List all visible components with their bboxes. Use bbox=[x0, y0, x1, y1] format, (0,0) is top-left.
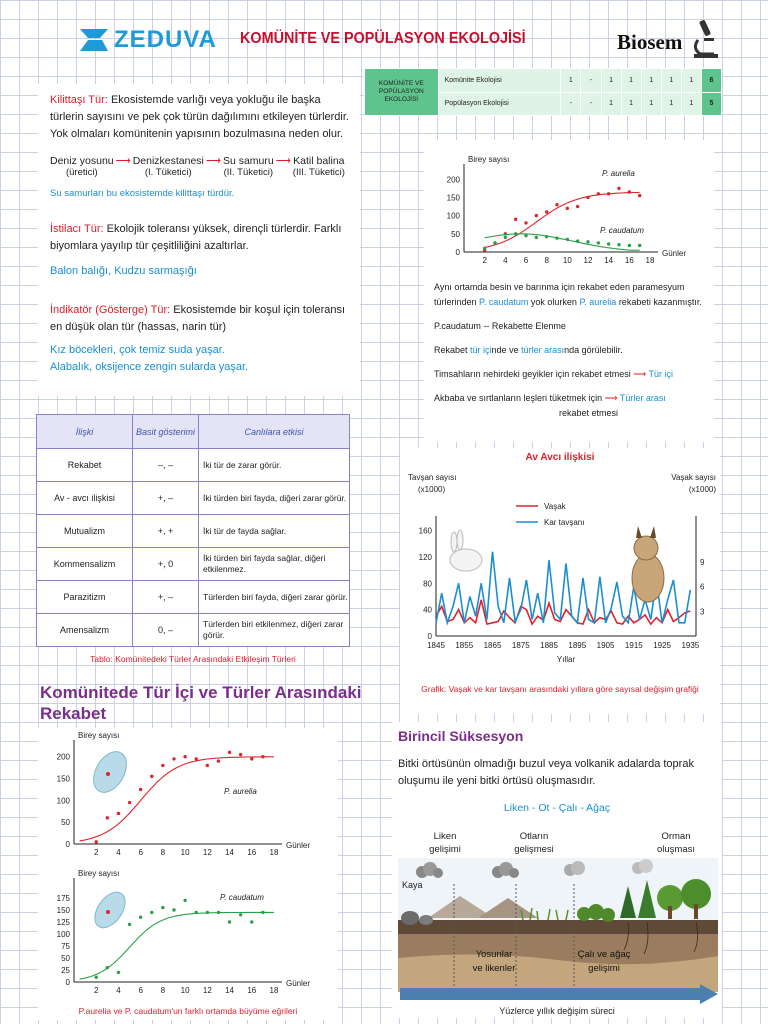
text-span: Rekabet bbox=[434, 345, 471, 355]
x-tick-label: 1855 bbox=[455, 641, 474, 650]
table-row bbox=[37, 482, 350, 515]
x-axis-label: Günler bbox=[662, 249, 687, 258]
data-point bbox=[617, 187, 620, 190]
y-tick-label: 125 bbox=[56, 918, 70, 927]
data-point bbox=[524, 234, 527, 237]
x-tick-label: 10 bbox=[180, 848, 190, 857]
relation-effect: İki türden biri fayda sağlar, diğeri etkilenmez. bbox=[199, 548, 350, 581]
bottom-text: ve likenler bbox=[472, 963, 516, 974]
stats-cell: 1 bbox=[681, 92, 701, 116]
data-point bbox=[566, 207, 569, 210]
predator-prey-panel bbox=[400, 448, 720, 714]
succession-panel bbox=[392, 722, 722, 1018]
nucleus-dot bbox=[106, 910, 110, 914]
data-point bbox=[524, 221, 527, 224]
x-tick-label: 16 bbox=[624, 256, 634, 265]
x-tick-label: 1845 bbox=[427, 641, 445, 650]
y-right-tick-label: 6 bbox=[700, 582, 705, 592]
bottom-text: Yosunlar bbox=[475, 949, 513, 960]
text-span: Akbaba ve sırtlanların leşleri tüketmek için bbox=[434, 393, 603, 403]
legend-label: Vaşak bbox=[544, 502, 566, 511]
data-point bbox=[545, 235, 548, 238]
relation-symbol: 0, – bbox=[133, 614, 199, 647]
species-types-panel bbox=[38, 84, 360, 396]
time-arrow-icon bbox=[400, 984, 718, 1004]
term: türler arası bbox=[521, 345, 565, 355]
table-header-row bbox=[37, 415, 350, 449]
data-point bbox=[250, 920, 253, 923]
relation-name: Rekabet bbox=[37, 449, 133, 482]
stats-cell: 1 bbox=[621, 69, 641, 93]
stats-cell: 1 bbox=[561, 69, 581, 93]
x-tick-label: 12 bbox=[202, 986, 212, 995]
stats-total: 5 bbox=[701, 92, 721, 116]
data-point bbox=[250, 757, 253, 760]
table-row bbox=[37, 515, 350, 548]
y-right-tick-label: 9 bbox=[700, 558, 705, 568]
data-point bbox=[493, 241, 496, 244]
microscope-icon bbox=[688, 18, 722, 60]
stage-text: gelişimi bbox=[429, 844, 461, 855]
y-axis-label: Birey sayısı bbox=[78, 870, 120, 878]
x-tick-label: 8 bbox=[544, 256, 549, 265]
data-point bbox=[607, 242, 610, 245]
data-point bbox=[206, 911, 209, 914]
indicator-paragraph bbox=[50, 302, 350, 336]
rock-shape bbox=[401, 911, 419, 925]
data-point bbox=[217, 911, 220, 914]
stats-cell: 1 bbox=[601, 69, 621, 93]
rock-shape bbox=[419, 915, 433, 925]
stats-cell: 1 bbox=[621, 92, 641, 116]
data-point bbox=[261, 911, 264, 914]
indicator-text: Ekosistemde bir koşul için toleransı en düşük olan tür (hassas, narin tür) bbox=[50, 304, 346, 333]
stats-cell: 1 bbox=[601, 92, 621, 116]
text-span: rekabet etmesi bbox=[559, 408, 619, 418]
paramecium-panel bbox=[424, 140, 714, 442]
x-tick-label: 14 bbox=[225, 986, 235, 995]
series-label: P. aurelia bbox=[224, 787, 257, 796]
left-axis-unit: (x1000) bbox=[418, 485, 446, 494]
chain-role: (üretici) bbox=[65, 167, 98, 178]
x-tick-label: 2 bbox=[482, 256, 487, 265]
y-tick-label: 25 bbox=[61, 966, 70, 975]
caudatum-growth-chart bbox=[38, 870, 338, 1004]
keystone-text: Ekosistemde varlığı veya yokluğu ile başka türlerin sayısını ve pek çok türün dağılımını etkileyen türlerdir. Yok olmaları komünitenin yapısının bozulmasına neden olur. bbox=[50, 94, 349, 140]
right-axis-unit: (x1000) bbox=[688, 485, 716, 494]
bottom-label-mosses bbox=[454, 948, 534, 976]
text-span: yok olurken bbox=[528, 297, 580, 307]
y-tick-label: 50 bbox=[451, 229, 460, 239]
column-header: Canlılara etkisi bbox=[199, 415, 350, 449]
x-tick-label: 6 bbox=[523, 256, 529, 265]
data-point bbox=[128, 923, 131, 926]
x-tick-label: 2 bbox=[93, 848, 99, 857]
stage-text: Orman bbox=[661, 831, 691, 842]
x-tick-label: 10 bbox=[180, 986, 190, 995]
chain-role: (III. Tüketici) bbox=[292, 167, 345, 178]
relation-symbol: –, – bbox=[133, 449, 199, 482]
x-axis-label: Yıllar bbox=[556, 655, 576, 664]
growth-charts-panel bbox=[38, 728, 338, 1020]
relation-name: Mutualizm bbox=[37, 515, 133, 548]
aurelia-growth-chart bbox=[38, 728, 338, 870]
left-axis-label: Tavşan sayısı bbox=[408, 473, 457, 482]
data-point bbox=[239, 753, 242, 756]
x-tick-label: 1925 bbox=[653, 641, 671, 650]
data-point bbox=[139, 916, 142, 919]
invasive-title: İstilacı Tür: bbox=[50, 223, 104, 235]
right-axis-label: Vaşak sayısı bbox=[671, 473, 716, 482]
lynx-ear-icon bbox=[650, 526, 656, 538]
paramecium-caudatum-icon bbox=[89, 887, 132, 934]
y-tick-label: 100 bbox=[56, 930, 70, 939]
stage-label-forest bbox=[646, 830, 706, 856]
y-tick-label: 0 bbox=[427, 632, 432, 641]
data-point bbox=[597, 241, 600, 244]
series-label: P. caudatum bbox=[600, 226, 644, 235]
x-tick-label: 2 bbox=[93, 986, 99, 995]
y-right-tick-label: 3 bbox=[700, 607, 705, 617]
y-tick-label: 200 bbox=[56, 752, 70, 762]
y-tick-label: 160 bbox=[418, 526, 432, 536]
x-tick-label: 18 bbox=[269, 986, 279, 995]
data-point bbox=[514, 218, 517, 221]
chain-node bbox=[293, 155, 345, 178]
data-point bbox=[206, 764, 209, 767]
chain-name: Denizkestanesi bbox=[132, 155, 204, 167]
bottom-text: Çalı ve ağaç bbox=[577, 949, 631, 960]
relation-name: Av - avcı ilişkisi bbox=[37, 482, 133, 515]
data-point bbox=[607, 192, 610, 195]
nucleus-dot bbox=[106, 772, 110, 776]
data-point bbox=[535, 214, 538, 217]
arrow-right-icon: ⟶ bbox=[633, 369, 647, 379]
data-point bbox=[628, 190, 631, 193]
x-tick-label: 18 bbox=[645, 256, 655, 265]
y-tick-label: 0 bbox=[455, 248, 460, 257]
term: Tür içi bbox=[648, 369, 674, 379]
y-tick-label: 150 bbox=[446, 193, 460, 203]
lynx-hare-chart bbox=[400, 468, 720, 690]
data-point bbox=[628, 244, 631, 247]
chain-node bbox=[223, 155, 274, 178]
relation-name: Parazitizm bbox=[37, 581, 133, 614]
stats-cell: 1 bbox=[661, 69, 681, 93]
stats-row-name: Komünite Ekolojisi bbox=[438, 69, 561, 93]
y-axis-label: Birey sayısı bbox=[78, 731, 120, 740]
page-title: KOMÜNİTE VE POPÜLASYON EKOLOJİSİ bbox=[240, 30, 526, 47]
text-span: rekabeti kazanmıştır. bbox=[616, 297, 702, 307]
series-label: P. caudatum bbox=[220, 893, 264, 902]
x-tick-label: 6 bbox=[138, 848, 143, 857]
y-tick-label: 75 bbox=[61, 942, 70, 951]
lynx-icon bbox=[632, 554, 664, 602]
y-tick-label: 0 bbox=[65, 978, 70, 987]
succession-title: Birincil Süksesyon bbox=[398, 728, 524, 744]
table-row bbox=[37, 548, 350, 581]
stats-cell: 1 bbox=[641, 69, 661, 93]
relation-effect: İki tür de fayda sağlar. bbox=[199, 515, 350, 548]
x-tick-label: 1915 bbox=[624, 641, 643, 650]
data-point bbox=[150, 911, 153, 914]
arrow-right-icon: ⟶ bbox=[604, 393, 618, 403]
x-tick-label: 1935 bbox=[681, 641, 700, 650]
elimination-note: P.caudatum -- Rekabette Elenme bbox=[434, 321, 566, 331]
text-span: Timsahların nehirdeki geyikler için rekabet etmesi bbox=[434, 369, 631, 379]
data-point bbox=[555, 236, 558, 239]
paramecium-aurelia-icon bbox=[87, 746, 133, 798]
data-point bbox=[597, 192, 600, 195]
x-tick-label: 6 bbox=[138, 986, 143, 995]
x-tick-label: 1895 bbox=[568, 641, 587, 650]
indicator-example-1: Kız böcekleri, çok temiz suda yaşar. bbox=[50, 344, 225, 356]
x-tick-label: 4 bbox=[116, 848, 121, 857]
lynx-ear-icon bbox=[636, 526, 642, 538]
data-point bbox=[95, 976, 98, 979]
data-point bbox=[638, 244, 641, 247]
growth-caption: P.aurelia ve P. caudatum'un farklı ortamda büyüme eğrileri bbox=[78, 1006, 298, 1016]
data-point bbox=[228, 751, 231, 754]
x-tick-label: 18 bbox=[269, 848, 279, 857]
x-tick-label: 1885 bbox=[540, 641, 558, 650]
data-point bbox=[239, 913, 242, 916]
relation-symbol: +, – bbox=[133, 581, 199, 614]
data-point bbox=[183, 899, 186, 902]
x-tick-label: 10 bbox=[562, 256, 572, 265]
stats-row-name: Popülasyon Ekolojisi bbox=[438, 92, 561, 116]
rabbit-ear-icon bbox=[457, 530, 463, 550]
data-point bbox=[504, 236, 507, 239]
zeduva-logo-icon bbox=[78, 26, 110, 54]
zeduva-logo[interactable] bbox=[78, 26, 217, 54]
x-tick-label: 1865 bbox=[483, 641, 502, 650]
data-point bbox=[576, 239, 579, 242]
chain-node bbox=[133, 155, 204, 178]
data-point bbox=[117, 971, 120, 974]
competition-paragraph bbox=[434, 280, 714, 310]
x-tick-label: 1875 bbox=[511, 641, 530, 650]
stats-cell: - bbox=[581, 92, 601, 116]
relations-table bbox=[36, 414, 350, 647]
exam-stats-table bbox=[364, 68, 722, 116]
chain-name: Katil balina bbox=[293, 155, 345, 167]
stats-cell: 1 bbox=[661, 92, 681, 116]
stats-cell: - bbox=[581, 69, 601, 93]
competition-title: Komünitede Tür İçi ve Türler Arasındaki Rekabet bbox=[40, 683, 362, 723]
logo-text: ZEDUVA bbox=[114, 26, 217, 53]
stats-total: 6 bbox=[701, 69, 721, 93]
series-label: P. aurelia bbox=[602, 169, 635, 178]
data-point bbox=[150, 775, 153, 778]
data-point bbox=[195, 911, 198, 914]
data-point bbox=[95, 840, 98, 843]
lynx-head-icon bbox=[634, 536, 658, 560]
y-tick-label: 120 bbox=[418, 552, 432, 562]
indicator-example-2: Alabalık, oksijence zengin sularda yaşar. bbox=[50, 361, 249, 373]
relation-effect: İki türden biri fayda, diğeri zarar görür. bbox=[199, 482, 350, 515]
keystone-title: Kilittaşı Tür: bbox=[50, 94, 108, 106]
data-point bbox=[535, 236, 538, 239]
x-tick-label: 1905 bbox=[596, 641, 615, 650]
predator-prey-title: Av Avcı ilişkisi bbox=[525, 452, 595, 463]
relation-effect: İki tür de zarar görür. bbox=[199, 449, 350, 482]
stage-text: Otların bbox=[519, 831, 549, 842]
y-tick-label: 100 bbox=[56, 796, 70, 806]
x-tick-label: 12 bbox=[202, 848, 212, 857]
invasive-text: Ekolojik toleransı yüksek, dirençli türlerdir. Farklı biyomlara yayılıp tür çeşitliliğini azaltırlar. bbox=[50, 223, 342, 252]
relation-symbol: +, – bbox=[133, 482, 199, 515]
invasive-paragraph bbox=[50, 221, 350, 255]
relation-name: Amensalizm bbox=[37, 614, 133, 647]
column-header: İlişki bbox=[37, 415, 133, 449]
rock-label: Kaya bbox=[402, 880, 423, 890]
stats-cell: - bbox=[561, 92, 581, 116]
table-row bbox=[365, 69, 722, 93]
x-axis-label: Günler bbox=[286, 841, 311, 850]
relation-symbol: +, 0 bbox=[133, 548, 199, 581]
data-point bbox=[139, 788, 142, 791]
keystone-note: Su samurları bu ekosistemde kilittaşı türdür. bbox=[50, 188, 235, 199]
y-axis-label: Birey sayısı bbox=[468, 155, 510, 164]
y-tick-label: 50 bbox=[61, 818, 70, 828]
stage-label-lichen bbox=[420, 830, 470, 856]
data-point bbox=[261, 755, 264, 758]
data-point bbox=[172, 757, 175, 760]
data-point bbox=[586, 240, 589, 243]
y-tick-label: 50 bbox=[61, 954, 70, 963]
competition-types bbox=[434, 343, 714, 358]
bottom-text: gelişimi bbox=[588, 963, 620, 974]
invasive-example: Balon balığı, Kudzu sarmaşığı bbox=[50, 265, 197, 277]
x-tick-label: 16 bbox=[247, 848, 257, 857]
data-point bbox=[106, 966, 109, 969]
y-tick-label: 200 bbox=[446, 175, 460, 185]
growth-curve bbox=[485, 234, 640, 250]
data-point bbox=[106, 816, 109, 819]
data-point bbox=[566, 238, 569, 241]
species-name: P. aurelia bbox=[579, 297, 617, 307]
x-tick-label: 16 bbox=[247, 986, 257, 995]
succession-text: Bitki örtüsünün olmadığı buzul veya volkanik adalarda toprak oluşumu ile yeni bitki örtüsü oluşmasıdır. bbox=[398, 758, 694, 787]
x-tick-label: 12 bbox=[583, 256, 593, 265]
x-tick-label: 4 bbox=[116, 986, 121, 995]
term: Türler arası bbox=[619, 393, 666, 403]
species-name: P. caudatum bbox=[479, 297, 529, 307]
relation-effect: Türlerden biri etkilenmez, diğeri zarar görür. bbox=[199, 614, 350, 647]
y-tick-label: 175 bbox=[56, 894, 70, 903]
topsoil-layer bbox=[398, 920, 718, 934]
stage-text: oluşması bbox=[656, 844, 695, 855]
data-point bbox=[117, 812, 120, 815]
x-tick-label: 8 bbox=[160, 986, 166, 995]
stats-label: KOMÜNİTE VE POPÜLASYON EKOLOJİSİ bbox=[365, 69, 439, 116]
arrow-right-icon: ⟶ bbox=[115, 155, 131, 167]
example-intra bbox=[434, 367, 714, 382]
chain-name: Deniz yosunu bbox=[50, 155, 114, 167]
data-point bbox=[217, 759, 220, 762]
data-point bbox=[172, 908, 175, 911]
data-point bbox=[161, 906, 164, 909]
y-tick-label: 0 bbox=[65, 840, 70, 849]
data-point bbox=[195, 757, 198, 760]
rabbit-ear-icon bbox=[451, 532, 457, 552]
keystone-paragraph bbox=[50, 92, 350, 143]
stats-cell: 1 bbox=[641, 92, 661, 116]
data-point bbox=[183, 755, 186, 758]
stats-cell: 1 bbox=[681, 69, 701, 93]
brand-name: Biosem bbox=[617, 30, 683, 54]
data-point bbox=[586, 196, 589, 199]
time-arrow-label: Yüzlerce yıllık değişim süreci bbox=[499, 1006, 615, 1016]
y-tick-label: 150 bbox=[56, 774, 70, 784]
term: tür içi bbox=[470, 345, 492, 355]
mixed-culture-chart bbox=[424, 140, 714, 270]
text-span: nda görülebilir. bbox=[564, 345, 623, 355]
relation-symbol: +, + bbox=[133, 515, 199, 548]
relation-effect: Türlerden biri fayda, diğeri zarar görür. bbox=[199, 581, 350, 614]
data-point bbox=[483, 247, 486, 250]
bottom-label-shrubs bbox=[564, 948, 644, 976]
predator-prey-caption: Grafik: Vaşak ve kar tavşanı arasındaki yıllara göre sayısal değişim grafiği bbox=[421, 684, 699, 694]
succession-diagram bbox=[398, 858, 718, 992]
relations-caption: Tablo: Komünitedeki Türler Arasındaki Etkileşim Türleri bbox=[90, 654, 296, 664]
relation-name: Kommensalizm bbox=[37, 548, 133, 581]
x-tick-label: 14 bbox=[604, 256, 614, 265]
food-chain bbox=[50, 155, 350, 178]
data-point bbox=[545, 210, 548, 213]
data-point bbox=[617, 243, 620, 246]
example-inter bbox=[434, 391, 714, 406]
data-point bbox=[514, 232, 517, 235]
x-tick-label: 14 bbox=[225, 848, 235, 857]
data-point bbox=[555, 203, 558, 206]
indicator-title: İndikatör (Gösterge) Tür: bbox=[50, 304, 171, 316]
y-tick-label: 150 bbox=[56, 906, 70, 915]
y-tick-label: 80 bbox=[423, 579, 432, 589]
x-tick-label: 4 bbox=[503, 256, 508, 265]
chain-node bbox=[50, 155, 114, 178]
data-point bbox=[228, 920, 231, 923]
table-row bbox=[37, 581, 350, 614]
y-tick-label: 40 bbox=[423, 605, 432, 615]
data-point bbox=[161, 764, 164, 767]
table-row bbox=[37, 614, 350, 647]
column-header: Basit gösterimi bbox=[133, 415, 199, 449]
chain-role: (II. Tüketici) bbox=[223, 167, 274, 178]
succession-sequence: Liken - Ot - Çalı - Ağaç bbox=[503, 802, 611, 814]
stage-label-grass bbox=[504, 830, 564, 856]
chain-role: (I. Tüketici) bbox=[144, 167, 192, 178]
arrow-right-icon: ⟶ bbox=[275, 155, 291, 167]
stage-text: gelişmesi bbox=[514, 844, 554, 855]
stage-text: Liken bbox=[433, 831, 457, 842]
paramecium-text bbox=[434, 280, 714, 421]
text-span: nde ve bbox=[491, 345, 522, 355]
y-tick-label: 100 bbox=[446, 211, 460, 221]
arrow-right-icon: ⟶ bbox=[205, 155, 221, 167]
chain-name: Su samuru bbox=[222, 155, 274, 167]
text-span: Aynı ortamda besin ve barınma için rekabet eden paramesyum türlerinden bbox=[434, 282, 685, 307]
data-point bbox=[638, 194, 641, 197]
x-tick-label: 8 bbox=[160, 848, 166, 857]
table-row bbox=[37, 449, 350, 482]
data-point bbox=[576, 205, 579, 208]
data-point bbox=[128, 801, 131, 804]
legend-label: Kar tavşanı bbox=[544, 518, 585, 527]
x-axis-label: Günler bbox=[286, 979, 311, 988]
